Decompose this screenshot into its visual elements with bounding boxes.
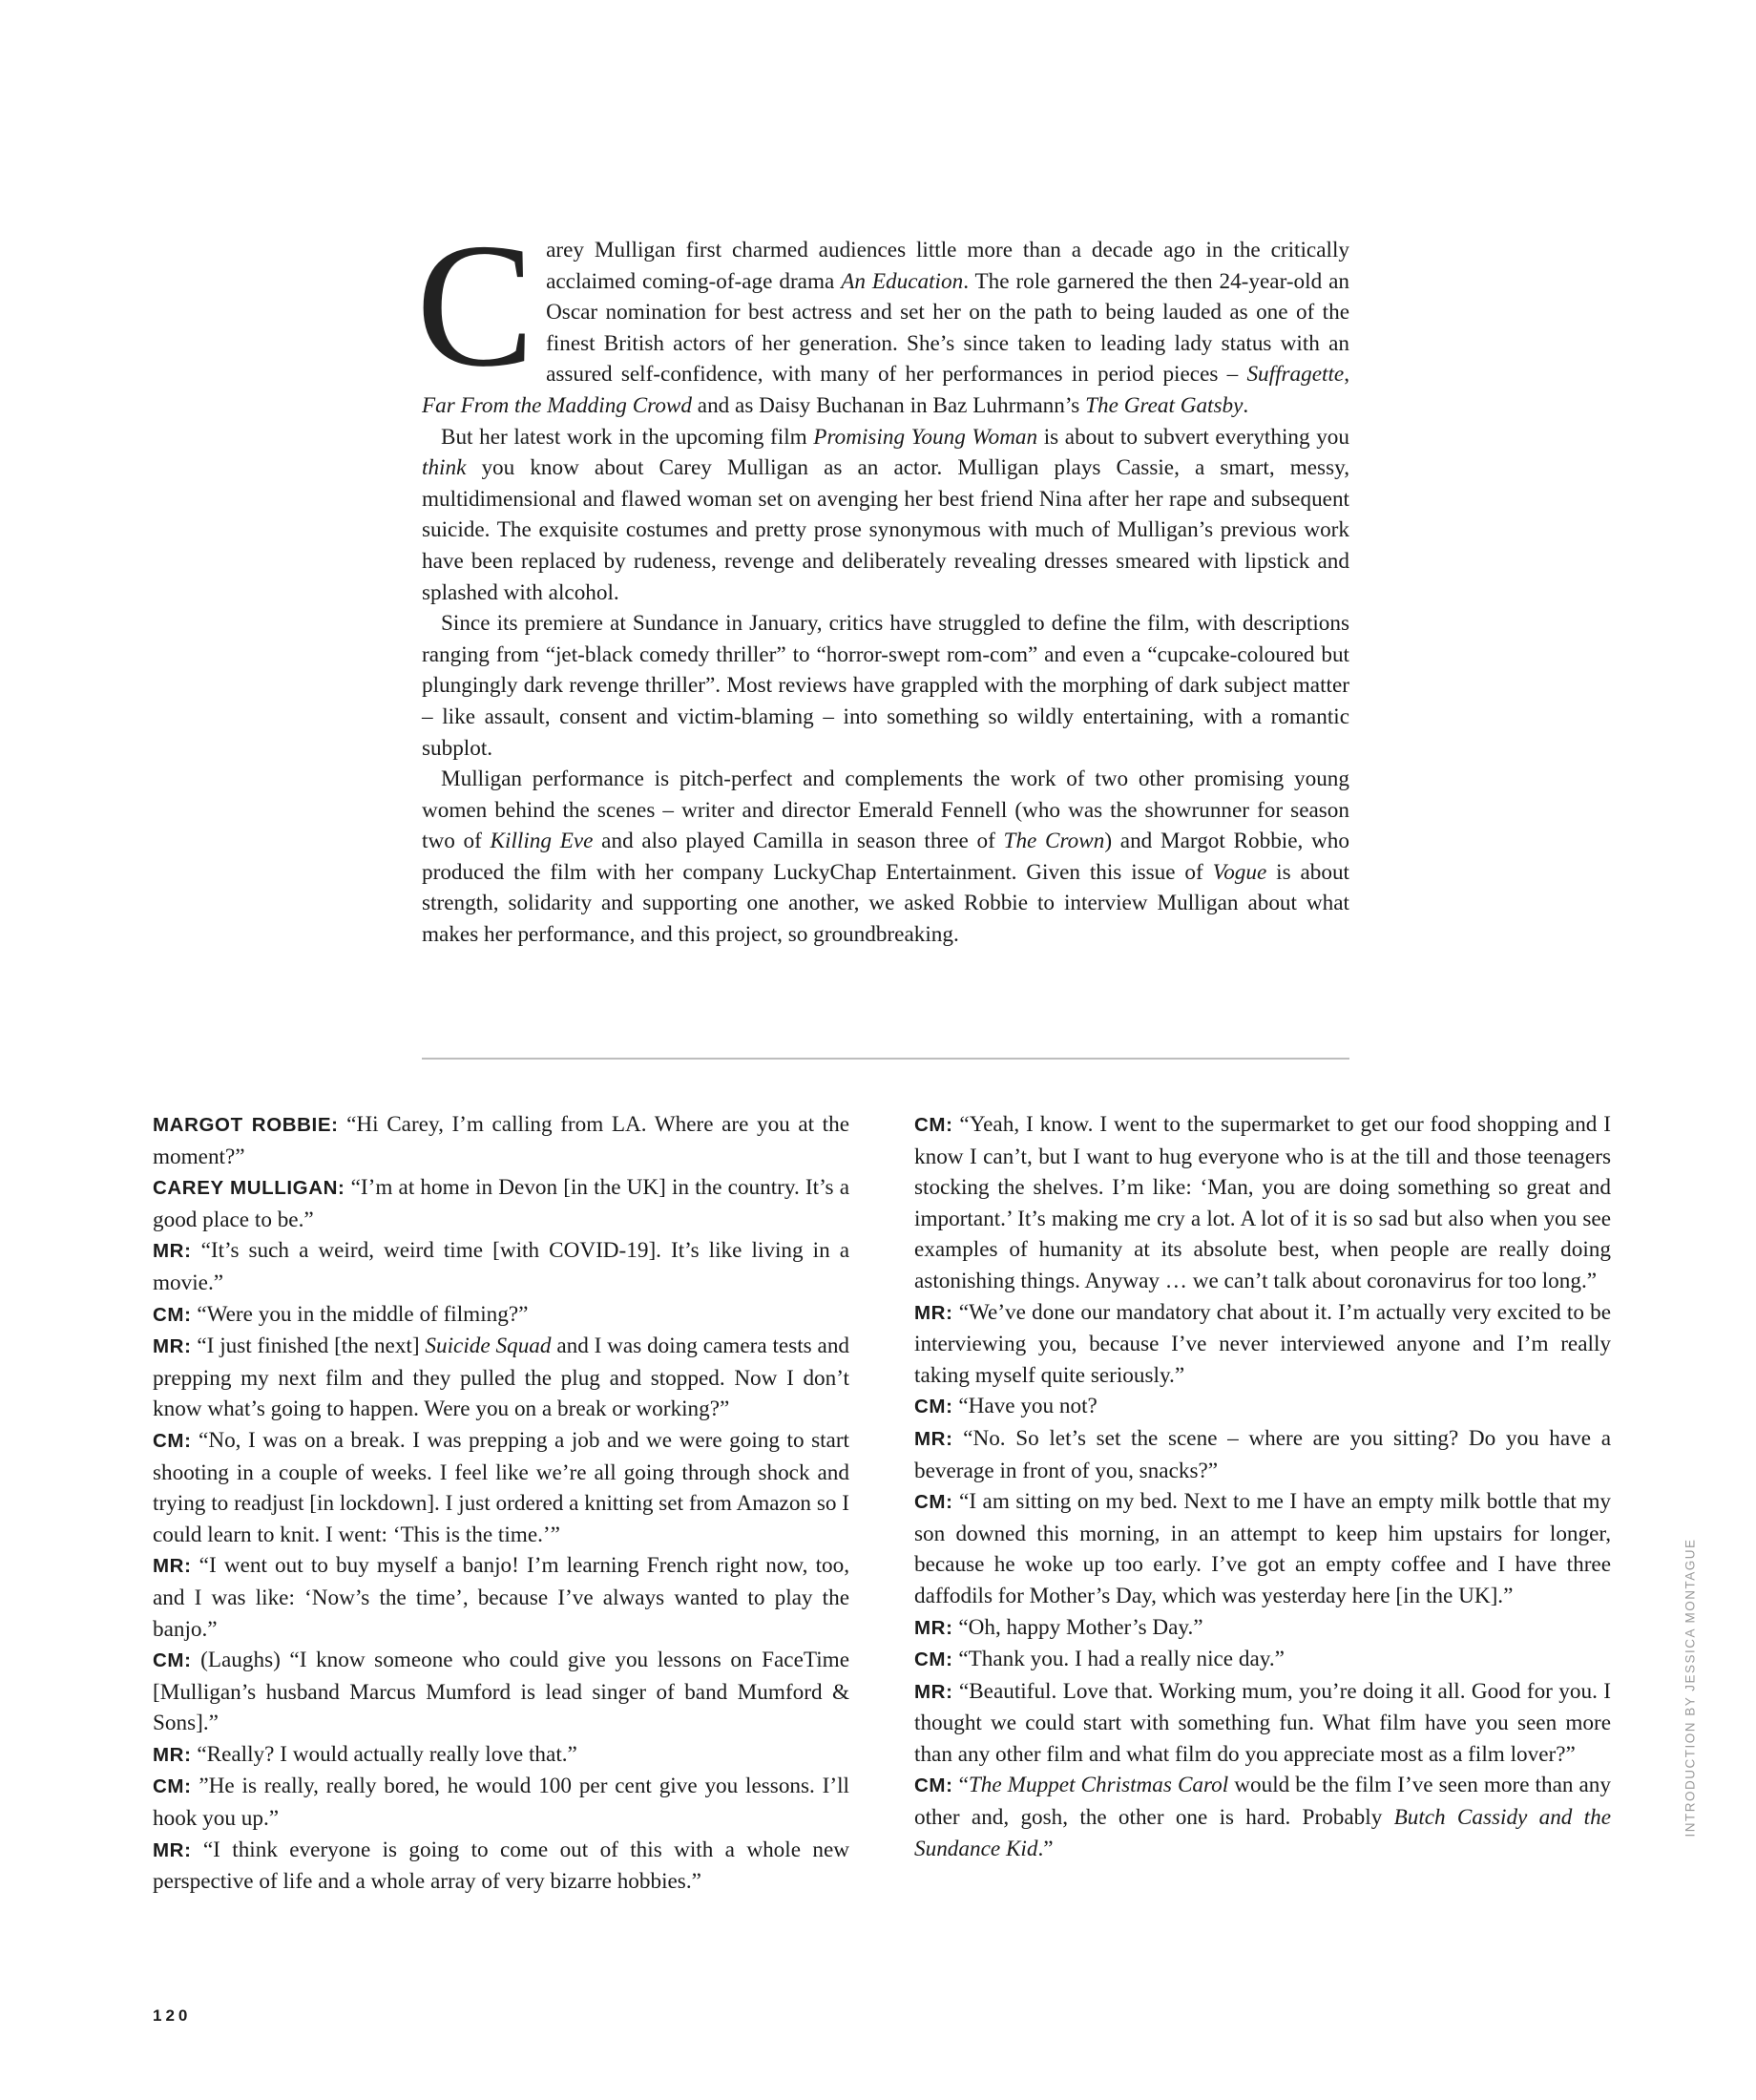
speaker-label: MR: (153, 1335, 192, 1358)
text-run: . The role garnered the then 24-year-old an Oscar nomination for best actress and set her on the path to being lauded as one of the finest British actors of her generation. She’s since taken to leading lady status with an assured self-confidence, with many of her performances in period pieces – (546, 268, 1349, 388)
intro-paragraph (416, 207, 1349, 422)
speaker-label: MR: (153, 1838, 192, 1861)
italic-text: The Muppet Christmas Carol (968, 1773, 1229, 1798)
interview-exchange (914, 1391, 1611, 1423)
text-run: Since its premiere at Sundance in January, critics have struggled to define the film, with descriptions ranging from “jet-black comedy thriller” to “horror-swept rom-com” and even a “cupcake-coloured but plungingly dark revenge thriller”. Most reviews have grappled with the morphing of dark subject matter – like assault, consent and victim-blaming – into something so wildly entertaining, with a romantic subplot. (422, 611, 1349, 761)
italic-text: Vogue (1212, 859, 1267, 885)
speaker-label: MR: (914, 1301, 953, 1324)
text-run: “I went out to buy myself a banjo! I’m learning French right now, too, and I was like: ‘Now’s the time’, because I’ve always wanted to play the banjo.” (153, 1553, 850, 1642)
speaker-label: CM: (914, 1774, 953, 1797)
text-run: “ (958, 1773, 969, 1798)
interview-exchange (153, 1835, 849, 1898)
text-run: is about to subvert everything you (1037, 424, 1349, 450)
drop-cap: C (416, 207, 535, 404)
interview-exchange (153, 1235, 849, 1298)
italic-text: Promising Young Woman (813, 424, 1038, 450)
italic-text: Killing Eve (490, 829, 594, 854)
text-run: . (1243, 392, 1249, 418)
interview-exchange (914, 1109, 1611, 1297)
interview-exchange (914, 1770, 1611, 1864)
intro-paragraph (422, 422, 1349, 609)
text-run: and I was doing camera tests and prepping my next film and they pulled the plug and stopped. Now I don’t know what’s going to happen. Were you on a break or working?” (153, 1334, 850, 1422)
italic-text: Butch Cassidy and the Sundance Kid (914, 1805, 1611, 1861)
speaker-label: CM: (914, 1114, 953, 1136)
speaker-label: MR: (914, 1616, 953, 1639)
introduction (416, 207, 1349, 951)
italic-text: The Great Gatsby (1085, 392, 1244, 418)
text-run: “Hi Carey, I’m calling from LA. Where are you at the moment?” (153, 1112, 850, 1169)
interview-exchange (153, 1172, 849, 1235)
text-run: “Yeah, I know. I went to the supermarket to get our food shopping and I know I can’t, but I want to hug everyone who is at the till and those teenagers stocking the shelves. I’m like: ‘Man, you are doing something so great and important.’ It’s making me cry a lot. A lot of it is so sad but also when you see examples of humanity at its absolute best, when people are really doing astonishing things. Anyway … we can’t talk about coronavirus for too long.” (914, 1112, 1611, 1293)
speaker-label: CM: (153, 1303, 192, 1326)
interview-exchange (153, 1425, 849, 1550)
text-run: “It’s such a weird, weird time [with COVID-19]. It’s like living in a movie.” (153, 1238, 849, 1295)
text-run: “I am sitting on my bed. Next to me I have an empty milk bottle that my son downed this morning, in an attempt to keep him upstairs for longer, because he woke up too early. I’ve got an empty coffee and I have three daffodils for Mother’s Day, which was yesterday here [in the UK].” (914, 1489, 1612, 1608)
interview-exchange (153, 1550, 849, 1645)
speaker-label: MR: (914, 1427, 953, 1450)
text-run: arey Mulligan first charmed audiences little more than a decade ago in the critically acclaimed coming-of-age drama (546, 238, 1349, 294)
text-run: , (1344, 362, 1349, 388)
interview-exchange (914, 1612, 1611, 1645)
text-run: Mulligan performance is pitch-perfect and complements the work of two other promising young women behind the scenes – writer and director Emerald Fennell (who was the showrunner for season two of (422, 766, 1349, 854)
interview-exchange (914, 1676, 1611, 1771)
speaker-label: CM: (914, 1491, 953, 1514)
interview-column-right (914, 1109, 1611, 1864)
text-run: “Have you not? (958, 1394, 1098, 1419)
text-run: “No. So let’s set the scene – where are you sitting? Do you have a beverage in front of you, snacks?” (914, 1425, 1611, 1483)
text-run: “Really? I would actually really love that.” (197, 1741, 577, 1767)
text-run: ”He is really, really bored, he would 100 per cent give you lessons. I’ll hook you up.” (153, 1774, 849, 1832)
interview-exchange (914, 1486, 1611, 1611)
speaker-label: CM: (153, 1429, 192, 1452)
section-divider (422, 1058, 1349, 1060)
interview-column-left (153, 1109, 849, 1898)
italic-text: The Crown (1003, 829, 1105, 854)
interview-exchange (153, 1739, 849, 1772)
text-run: you know about Carey Mulligan as an actor. Mulligan plays Cassie, a smart, messy, multidimensional and flawed woman set on avenging her best friend Nina after her rape and subsequent suicide. The exquisite costumes and pretty prose synonymous with much of Mulligan’s previous work have been replaced by rudeness, revenge and deliberately revealing dresses smeared with lipstick and splashed with alcohol. (422, 455, 1349, 605)
text-run: “I think everyone is going to come out of this with a whole new perspective of life and a whole array of very bizarre hobbies.” (153, 1837, 849, 1895)
text-run: But her latest work in the upcoming film (441, 424, 814, 450)
interview-exchange (914, 1423, 1611, 1486)
interview-exchange (153, 1771, 849, 1834)
text-run: is about strength, solidarity and supporting one another, we asked Robbie to interview Mulligan about what makes her performance, and this project, so groundbreaking. (422, 859, 1349, 948)
text-run: “I just finished [the next] (197, 1334, 426, 1359)
text-run: (Laughs) “I know someone who could give you lessons on FaceTime [Mulligan’s husband Marcus Mumford is lead singer of band Mumford & Sons].” (153, 1648, 850, 1736)
text-run: and as Daisy Buchanan in Baz Luhrmann’s (691, 392, 1086, 418)
speaker-label: CAREY MULLIGAN: (153, 1177, 345, 1200)
italic-text: Far From the Madding Crowd (422, 392, 692, 418)
interview-exchange (153, 1331, 849, 1425)
speaker-label: CM: (153, 1649, 192, 1672)
text-run: “We’ve done our mandatory chat about it. I’m actually very excited to be interviewing you, because I’ve never interviewed anyone and I’m really taking myself quite seriously.” (914, 1299, 1611, 1388)
text-run: “Thank you. I had a really nice day.” (958, 1647, 1285, 1672)
speaker-label: MARGOT ROBBIE: (153, 1114, 339, 1136)
interview-exchange (914, 1297, 1611, 1392)
italic-text: An Education (841, 268, 964, 294)
interview-exchange (153, 1299, 849, 1332)
text-run: ) and Margot Robbie, who produced the film with her company LuckyChap Entertainment. Given this issue of (422, 829, 1349, 885)
speaker-label: MR: (153, 1743, 192, 1766)
text-run: “No, I was on a break. I was prepping a job and we were going to start shooting in a couple of weeks. I feel like we’re all going through shock and trying to readjust [in lockdown]. I just ordered a knitting set from Amazon so I could learn to knit. I went: ‘This is the time.’” (153, 1427, 849, 1547)
speaker-label: CM: (153, 1775, 192, 1798)
speaker-label: MR: (153, 1555, 192, 1578)
text-run: would be the film I’ve seen more than any other and, gosh, the other one is hard. Probably (914, 1773, 1611, 1831)
text-run: “Were you in the middle of filming?” (197, 1301, 529, 1327)
speaker-label: MR: (153, 1240, 192, 1263)
speaker-label: CM: (914, 1396, 953, 1418)
text-run: and also played Camilla in season three of (593, 829, 1004, 854)
speaker-label: MR: (914, 1680, 953, 1703)
text-run: “Oh, happy Mother’s Day.” (958, 1614, 1203, 1640)
interview-exchange (914, 1644, 1611, 1676)
page-number: 120 (153, 2006, 192, 2025)
italic-text: think (422, 455, 467, 481)
intro-paragraph (422, 764, 1349, 951)
credit-text: INTRODUCTION BY JESSICA MONTAGUE (1683, 1538, 1698, 1838)
text-run: “Beautiful. Love that. Working mum, you’re doing it all. Good for you. I thought we could start with something fun. What film have you seen more than any other film and what film do you appreciate most as a film lover?” (914, 1678, 1612, 1767)
speaker-label: CM: (914, 1648, 953, 1671)
text-run: “I’m at home in Devon [in the UK] in the country. It’s a good place to be.” (153, 1175, 850, 1232)
italic-text: Suffragette (1246, 362, 1345, 388)
interview-exchange (153, 1645, 849, 1739)
text-run: .” (1037, 1836, 1054, 1861)
interview-exchange (153, 1109, 849, 1172)
italic-text: Suicide Squad (425, 1334, 552, 1359)
intro-paragraph (422, 608, 1349, 764)
